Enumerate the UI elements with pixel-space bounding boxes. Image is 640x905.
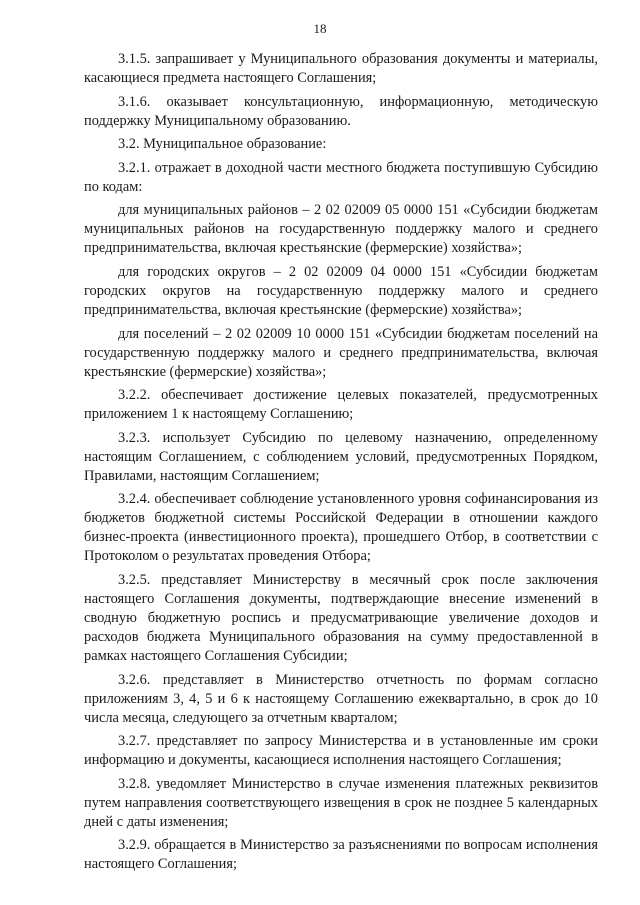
document-body bbox=[84, 50, 598, 879]
clause-3-2-6: 3.2.6. представляет в Министерство отчетность по формам согласно приложениям 3, 4, 5 и 6 к настоящему Соглашению ежеквартально, в срок до 10 числа месяца, следующего за отчетным кварталом; bbox=[84, 671, 598, 726]
clause-3-1-6: 3.1.6. оказывает консультационную, информационную, методическую поддержку Муниципальному образованию. bbox=[84, 93, 598, 129]
code-settlements: для поселений – 2 02 02009 10 0000 151 «Субсидии бюджетам поселений на государственную поддержку малого и среднего предпринимательства, включая крестьянские (фермерские) хозяйства»; bbox=[84, 325, 598, 380]
clause-3-2-1: 3.2.1. отражает в доходной части местного бюджета поступившую Субсидию по кодам: bbox=[84, 159, 598, 195]
code-municipal-districts: для муниципальных районов – 2 02 02009 05 0000 151 «Субсидии бюджетам муниципальных районов на государственную поддержку малого и среднего предпринимательства, включая крестьянские (фермерские) хозяйства»; bbox=[84, 202, 598, 257]
code-urban-districts: для городских округов – 2 02 02009 04 0000 151 «Субсидии бюджетам городских округов на государственную поддержку малого и среднего предпринимательства, включая крестьянские (фермерские) хозяйства»; bbox=[84, 263, 598, 318]
clause-3-2-7: 3.2.7. представляет по запросу Министерства и в установленные им сроки информацию и документы, касающиеся исполнения настоящего Соглашения; bbox=[84, 733, 598, 769]
clause-3-2-8: 3.2.8. уведомляет Министерство в случае изменения платежных реквизитов путем направления соответствующего извещения в срок не позднее 5 календарных дней с даты изменения; bbox=[84, 775, 598, 830]
clause-3-2-9: 3.2.9. обращается в Министерство за разъяснениями по вопросам исполнения настоящего Соглашения; bbox=[84, 837, 598, 873]
page-number: 18 bbox=[313, 21, 327, 36]
clause-3-2-2: 3.2.2. обеспечивает достижение целевых показателей, предусмотренных приложением 1 к настоящему Соглашению; bbox=[84, 387, 598, 423]
section-3-2-heading: 3.2. Муниципальное образование: bbox=[118, 136, 327, 153]
clause-3-2-3: 3.2.3. использует Субсидию по целевому назначению, определенному настоящим Соглашением, с соблюдением условий, предусмотренных Порядком, Правилами, настоящим Соглашением; bbox=[84, 429, 598, 484]
clause-3-2-5: 3.2.5. представляет Министерству в месячный срок после заключения настоящего Соглашения документы, подтверждающие внесение изменений в сводную бюджетную роспись и предусматривающие увеличение доходов и расходов бюджета Муниципального образования на сумму предоставленной в рамках настоящего Соглашения Субсидии; bbox=[84, 571, 598, 664]
clause-3-2-4: 3.2.4. обеспечивает соблюдение установленного уровня софинансирования из бюджетов бюджетной системы Российской Федерации в отношении каждого бизнес-проекта (инвестиционного проекта), прошедшего Отбор, в соответствии с Протоколом о результатах проведения Отбора; bbox=[84, 491, 598, 565]
clause-3-1-5: 3.1.5. запрашивает у Муниципального образования документы и материалы, касающиеся предмета настоящего Соглашения; bbox=[84, 51, 598, 86]
